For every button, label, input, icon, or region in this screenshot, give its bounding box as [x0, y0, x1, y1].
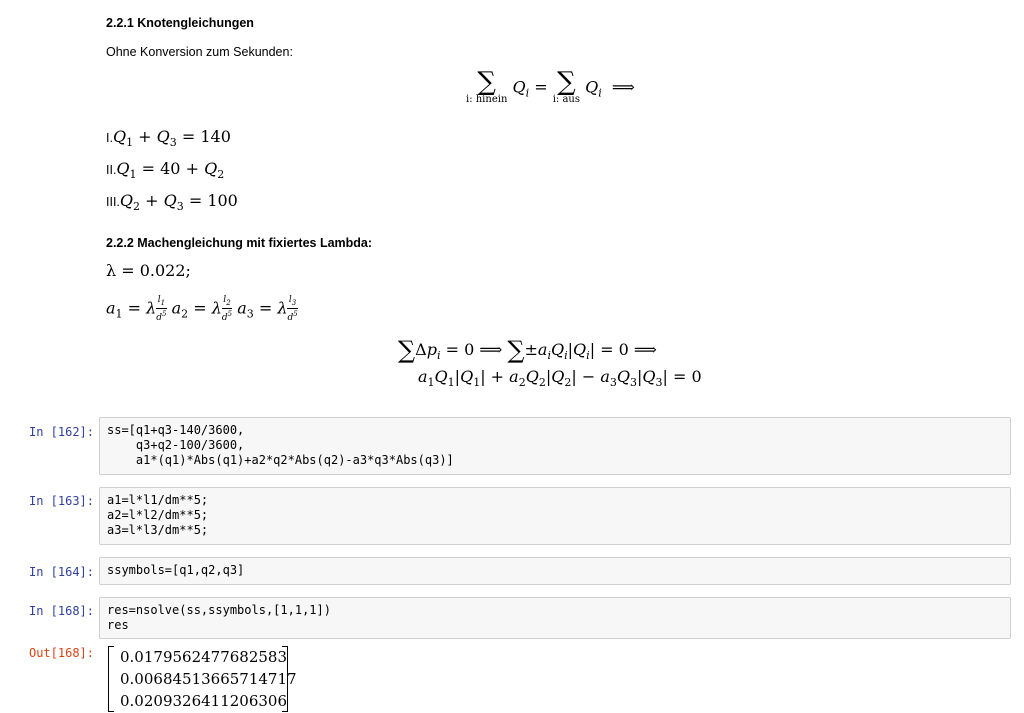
code-text-168[interactable]: res=nsolve(ss,ssymbols,[1,1,1]) res: [107, 603, 331, 632]
lambda-equation: λ = 0.022;: [106, 261, 191, 280]
cell-prompt-163: In [163]:: [28, 494, 94, 508]
cell-prompt-162: In [162]:: [28, 425, 94, 439]
pressure-sum-equation: $\sum\Delta p_i = 0$ ⟹ $\sum\pm a_iQ_i|Q_i| = 0$ ⟹: [398, 336, 657, 364]
heading-knotengleichungen: 2.2.1 Knotengleichungen: [106, 16, 254, 30]
equation-2-label: II.: [106, 163, 117, 177]
intro-text: Ohne Konversion zum Sekunden:: [106, 45, 293, 59]
matrix-right-bracket: [282, 646, 288, 712]
code-cell-163[interactable]: [99, 487, 1011, 545]
matrix-left-bracket: [108, 646, 114, 712]
code-cell-164[interactable]: [99, 557, 1011, 585]
node-equation-display: ∑ i: hinein $Q_i$ = ∑ i: aus $Q_i$ ⟹: [466, 67, 635, 105]
matrix-value-2: 0.00684513665714717: [120, 670, 297, 688]
sum-out-label: i: aus: [552, 94, 580, 105]
equation-2: $II.Q_1 = 40 + Q_2$: [106, 159, 225, 181]
code-cell-162[interactable]: [99, 417, 1011, 475]
cell-prompt-168: In [168]:: [28, 604, 94, 618]
sum-in-label: i: hinein: [466, 94, 508, 105]
code-text-163[interactable]: a1=l*l1/dm**5; a2=l*l2/dm**5; a3=l*l3/dm**5;: [107, 493, 209, 537]
matrix-value-3: 0.0209326411206306: [120, 692, 288, 710]
cell-prompt-164: In [164]:: [28, 565, 94, 579]
pressure-expanded-equation: $a_1Q_1|Q_1| + a_2Q_2|Q_2| - a_3Q_3|Q_3| = 0$: [418, 367, 702, 389]
equation-3-label: III.: [106, 195, 120, 209]
matrix-value-1: 0.0179562477682583: [120, 648, 288, 666]
equation-1-label: I.: [106, 131, 113, 145]
equation-3: $III.Q_2 + Q_3 = 100$: [106, 191, 238, 213]
code-cell-168[interactable]: [99, 597, 1011, 639]
code-text-162[interactable]: ss=[q1+q3-140/3600, q3+q2-100/3600, a1*(q1)*Abs(q1)+a2*q2*Abs(q2)-a3*q3*Abs(q3)]: [107, 423, 454, 467]
heading-machengleichung: 2.2.2 Machengleichung mit fixiertes Lambda:: [106, 236, 373, 250]
code-text-164[interactable]: ssymbols=[q1,q2,q3]: [107, 563, 245, 577]
output-prompt-168: Out[168]:: [28, 646, 94, 660]
equation-1: $I.Q_1 + Q_3 = 140$: [106, 127, 231, 149]
coefficient-equations: $a_1 = \lambda$ $\frac{l_1}{d^5}$ $a_2 = \lambda$ $\frac{l_2}{d^5}$ $a_3 = \lambda$ $\frac{l_3}{d^5}$: [106, 295, 298, 323]
